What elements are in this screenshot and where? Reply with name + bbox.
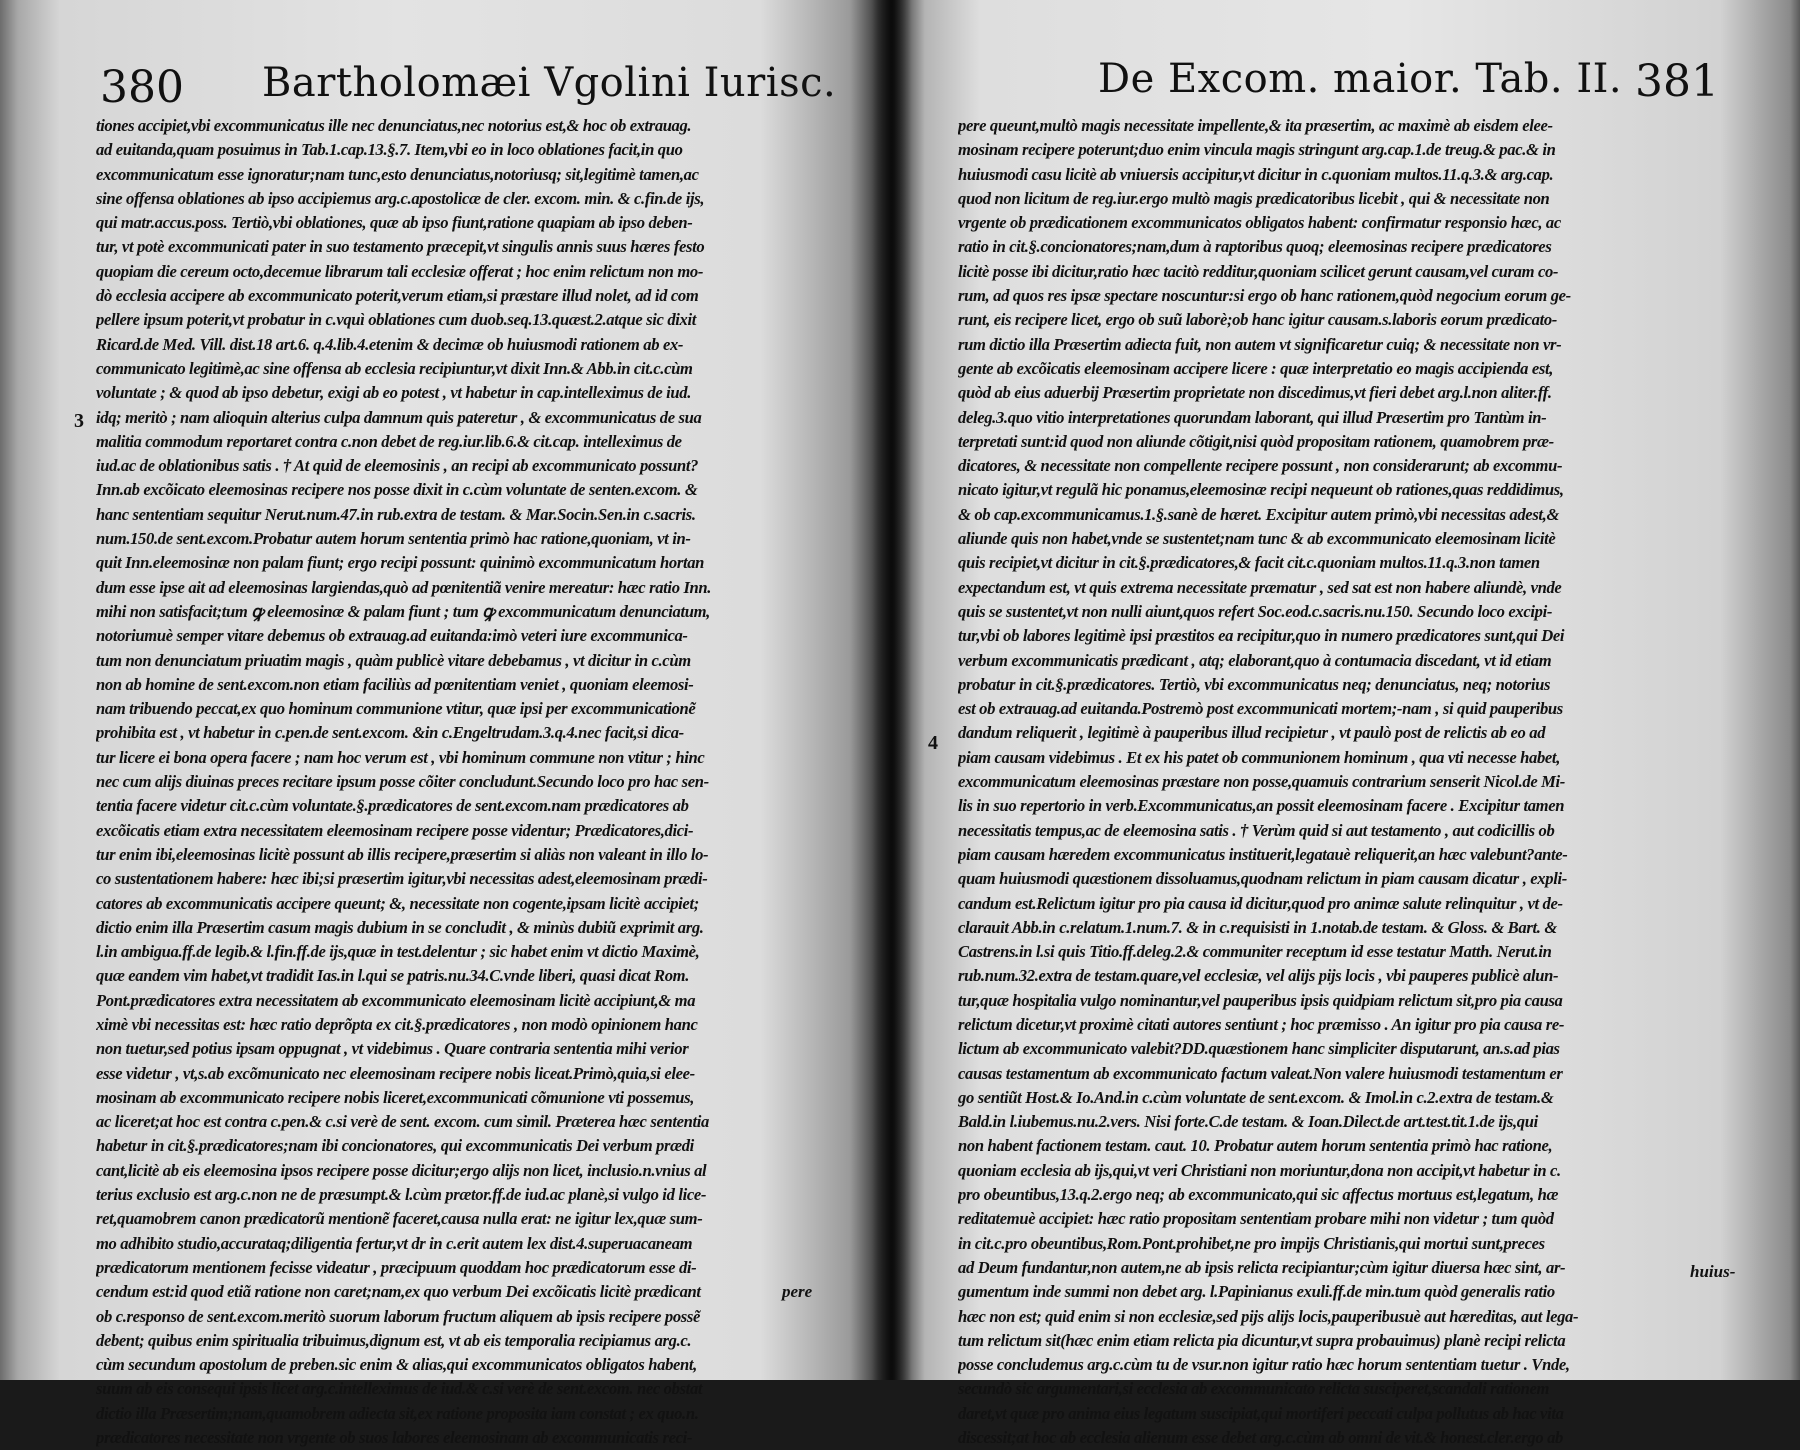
running-head: De Excom. maior. Tab. II. (1098, 56, 1623, 102)
text-line: excommunicatum eleemosinas præstare non posse,quamuis contrarium senserit Nicol.de Mi- (958, 772, 1565, 792)
text-line: terius exclusio est arg.c.non ne de præsumpt.& l.cùm prætor.ff.de iud.ac planè,si vulgo id lice- (96, 1185, 707, 1205)
text-line: communicato legitimè,ac sine offensa ab ecclesia recipiuntur,vt dixit Inn.& Abb.in cit.c.cùm (96, 358, 693, 378)
text-line: pere queunt,multò magis necessitate impellente,& ita præsertim, ac maximè ab eisdem elee- (958, 116, 1553, 135)
text-line: habetur in cit.§.prædicatores;nam ibi concionatores, qui excommunicatis Dei verbum prædi (96, 1136, 694, 1156)
text-line: quopiam die cereum octo,decemue librarum tali ecclesiæ offerat ; hoc enim relictum non mo- (96, 261, 703, 281)
text-line: ac liceret;at hoc est contra c.pen.& c.si verè de sent. excom. cum simil. Præterea hæc sententia (96, 1112, 709, 1132)
right-page (900, 0, 1800, 1448)
text-line: hanc sententiam sequitur Nerut.num.47.in rub.extra de testam. & Mar.Socin.Sen.in c.sacris. (96, 504, 696, 524)
text-line: excõicatis etiam extra necessitatem eleemosinam recipere posse videntur; Prædicatores,dici- (96, 820, 694, 840)
text-line: reditatemuè accipiet: hæc ratio propositam sententiam probare mihi non videtur ; tum quòd (958, 1209, 1554, 1229)
text-line: pellere ipsum poterit,vt probatur in c.vquì oblationes cum duob.seq.13.quæst.2.atque sic dixit (96, 310, 696, 330)
catchword: pere (782, 1282, 813, 1301)
text-line: quòd ab eius aduerbij Præsertim proprietate non discedimus,vt fieri debet arg.l.non aliter.ff. (958, 383, 1552, 403)
text-line: terpretati sunt:id quod non aliunde cõtigit,nisi quòd propositam rationem, quamobrem præ- (958, 431, 1554, 451)
text-line: ximè vbi necessitas est: hæc ratio deprõpta ex cit.§.prædicatores , non modò opinionem hanc (96, 1014, 698, 1034)
text-line: daret,vt quæ pro anima eius legatum suscipiat,qui mortiferi peccati culpa pollutus ab hac vita (958, 1403, 1564, 1423)
text-line: nicato igitur,vt regulã hic ponamus,eleemosinæ recipi nequeunt ob rationes,quas reddidimus, (958, 480, 1564, 500)
text-line: tum relictum sit(hæc enim etiam relicta pia dicuntur,vt supra probauimus) planè recipi relicta (958, 1330, 1566, 1350)
text-line: discessit;at hoc ab ecclesia alienum esse debet arg.c.cùm ab omni de vit.& honest.cler.ergo ab (958, 1428, 1563, 1448)
text-line: quæ eandem vim habet,vt tradidit Ias.in l.qui se patris.nu.34.C.vnde liberi, quasi dicat Rom. (96, 966, 689, 986)
text-line: dicatores, & necessitate non compellente recipere possunt , non considerarunt; ab excommu- (958, 456, 1563, 476)
text-line: catores ab excommunicatis accipere queunt; &, necessitate non cogente,ipsam licitè accipiet; (96, 893, 699, 913)
text-line: non habent factionem testam. caut. 10. Probatur autem horum sententia primò hac ratione, (958, 1136, 1553, 1156)
text-line: prohibita est , vt habetur in c.pen.de sent.excom. &in c.Engeltrudam.3.q.4.nec facit,si dica- (96, 723, 684, 743)
text-line: notoriumuè semper vitare debemus ob extrauag.ad euitanda:imò veteri iure excommunica- (96, 626, 688, 646)
text-line: pro obeuntibus,13.q.2.ergo neq; ab excommunicato,qui sic affectus mortuus est,legatum, hæ (958, 1185, 1559, 1205)
text-line: est ob extrauag.ad euitanda.Postremò post excommunicati mortem;-nam , si quid pauperibus (958, 699, 1563, 719)
text-line: piam causam videbimus . Et ex his patet ob communionem hominum , qua vti necesse habet, (958, 747, 1560, 767)
text-line: l.in ambigua.ff.de legib.& l.fin.ff.de ijs,quæ in test.delentur ; sic habet enim vt dictio Maximè, (96, 942, 700, 962)
text-line: & ob cap.excommunicamus.1.§.sanè de hæret. Excipitur autem primò,vbi necessitas adest,& (958, 504, 1560, 524)
text-line: tur,quæ hospitalia vulgo nominantur,vel pauperibus ipsis quidpiam relictum sit,pro pia causa (958, 990, 1563, 1010)
running-head: Bartholomæi Vgolini Iurisc. (262, 60, 837, 106)
text-line: deleg.3.quo vitio interpretationes quorundam laborant, qui illud Præsertim pro Tantùm in- (958, 407, 1547, 427)
text-line: dandum reliquerit , legitimè à pauperibus illud recipietur , vt paulò post de relictis ab eo ad (958, 723, 1546, 743)
text-line: verbum excommunicatis prædicant , atq; elaborant,quo à contumacia discedant, vt id etiam (958, 650, 1552, 670)
text-line: suum ab eis consequi ipsis licet arg.c.intelleximus de iud.& c.si verè de sent.excom. nec obstat (96, 1379, 703, 1399)
text-line: quoniam ecclesia ab ijs,qui,vt veri Christiani non moriuntur,dona non accipit,vt habetur in c. (958, 1160, 1561, 1180)
text-line: mosinam ab excommunicato recipere nobis liceret,excommunicati cõmunione vti possemus, (96, 1087, 695, 1107)
text-line: cendum est:id quod etiã ratione non caret;nam,ex quo verbum Dei excõicatis licitè prædicant (96, 1282, 701, 1302)
text-line: Inn.ab excõicato eleemosinas recipere nos posse dixit in c.cùm voluntate de senten.excom. & (96, 480, 698, 500)
text-line: candum est.Relictum igitur pro pia causa id dicitur,quod pro animæ salute relinquitur , vt de- (958, 893, 1563, 913)
text-line: debent; quibus enim spiritualia tribuimus,dignum est, vt ab eis temporalia recipiamus arg.c. (96, 1330, 692, 1350)
text-line: tur,vbi ob labores legitimè ipsi præstitos ea recipitur,quo in numero prædicatores sunt,qui Dei (958, 626, 1565, 646)
text-line: tiones accipiet,vbi excommunicatus ille nec denunciatus,nec notorius est,& hoc ob extrauag. (96, 116, 692, 135)
text-line: prædicatores necessitate non vrgente ob suos labores eleemosinam ab excommunicatis reci- (96, 1428, 693, 1448)
text-line: nam tribuendo peccat,ex quo hominum communione vtitur, quæ ipsi per excommunicationẽ (96, 699, 696, 719)
margin-note: 3 (74, 410, 84, 432)
text-line: excommunicatum esse ignoratur;nam tunc,esto denunciatus,notoriusq; sit,legitimè tamen,ac (96, 164, 699, 184)
text-line: tur licere ei bona opera facere ; nam hoc verum est , vbi hominum commune non vtitur ; hinc (96, 747, 705, 767)
text-line: Bald.in l.iubemus.nu.2.vers. Nisi forte.C.de testam. & Ioan.Dilect.de art.test.tit.1.de ijs,qui (958, 1112, 1538, 1132)
text-line: ob c.responso de sent.excom.meritò suorum laborum fructum aliquem ab ipsis recipere possẽ (96, 1306, 701, 1326)
text-line: posse concludemus arg.c.cùm tu de vsur.non igitur ratio hæc horum sententiam tuetur . Vnde, (958, 1355, 1570, 1375)
text-line: prædicatorum mentionem fecisse videatur , præcipuum quoddam hoc prædicatorum esse di- (96, 1257, 697, 1277)
text-line: cant,licitè ab eis eleemosina ipsos recipere posse dicitur;ergo alijs non licet, inclusio.n.vnius al (96, 1160, 707, 1180)
text-line: mihi non satisfacit;tum ꝙ eleemosinæ & palam fiunt ; tum ꝙ excommunicatum denunciatum, (96, 601, 710, 621)
text-line: gumentum inde summi non debet arg. l.Papinianus exuli.ff.de min.tum quòd generalis ratio (958, 1282, 1555, 1302)
text-line: Pont.prædicatores extra necessitatem ab excommunicato eleemosinam licitè accipiunt,& ma (96, 990, 696, 1010)
text-line: lis in suo repertorio in verb.Excommunicatus,an possit eleemosinam facere . Excipitur tamen (958, 796, 1565, 816)
text-line: necessitatis tempus,ac de eleemosina satis . † Verùm quid si aut testamento , aut codicillis ob (958, 820, 1555, 840)
text-line: rub.num.32.extra de testam.quare,vel ecclesiæ, vel alijs pijs locis , vbi pauperes publicè alun- (958, 966, 1559, 986)
text-line: esse videtur , vt,s.ab excõmunicato nec eleemosinam recipere nobis liceat.Primò,quia,si elee- (96, 1063, 695, 1083)
text-line: dum esse ipse ait ad eleemosinas largiendas,quò ad pœnitentiã venire mereatur: hæc ratio Inn. (96, 577, 712, 597)
text-line: ad Deum fundantur,non autem,ne ab ipsis relicta recipiantur;cùm igitur diuersa hæc sint, ar- (958, 1257, 1566, 1277)
text-line: lictum ab excommunicato valebit?DD.quæstionem hanc simpliciter disputarunt, an.s.ad pias (958, 1039, 1560, 1059)
text-line: rum, ad quos res ipsæ spectare noscuntur:si ergo ob hanc rationem,quòd negocium eorum ge- (958, 286, 1571, 306)
left-page (0, 0, 880, 1448)
text-line: quis se sustentet,vt non nulli aiunt,quos refert Soc.eod.c.sacris.nu.150. Secundo loco excipi- (958, 601, 1553, 621)
text-line: probatur in cit.§.prædicatores. Tertiò, vbi excommunicatus neq; denunciatus, neq; notorius (958, 674, 1551, 694)
text-line: voluntate ; & quod ab ipso debetur, exigi ab eo potest , vt habetur in cap.intelleximus de iud. (96, 383, 692, 403)
text-line: expectandum est, vt quis extrema necessitate præmatur , sed sat est non habere aliundè, vnde (958, 577, 1562, 597)
text-line: non ab homine de sent.excom.non etiam faciliùs ad pœnitentiam veniet , quoniam eleemosi- (96, 674, 694, 694)
page-number: 381 (1635, 56, 1719, 107)
text-line: nec cum alijs diuinas preces recitare ipsum posse cõiter concludunt.Secundo loco pro hac sen- (96, 772, 709, 792)
text-line: licitè posse ibi dicitur,ratio hæc tacitò redditur,quoniam scilicet gerunt causam,vel curam co- (958, 261, 1559, 281)
text-line: qui matr.accus.poss. Tertiò,vbi oblationes, quæ ab ipso fiunt,ratione quapiam ab ipso deben- (96, 213, 693, 233)
text-line: tur enim ibi,eleemosinas licitè possunt ab illis recipere,præsertim si aliàs non valeant in illo lo- (96, 844, 709, 864)
text-line: tum non denunciatum priuatim magis , quàm publicè vitare debebamus , vt dicitur in c.cùm (96, 650, 691, 670)
text-line: gente ab excõicatis eleemosinam accipere licere : quæ interpretatio eo magis accipienda est, (958, 358, 1554, 378)
book-gutter (872, 0, 912, 1380)
text-line: idq; meritò ; nam alioquin alterius culpa damnum quis pateretur , & excommunicatus de sua (96, 407, 702, 427)
left-page-text (96, 114, 831, 1450)
text-line: sine offensa oblationes ab ipso accipiemus arg.c.apostolicæ de cler. excom. min. & c.fin.de ijs, (96, 188, 705, 208)
text-line: co sustentationem habere: hæc ibi;si præsertim igitur,vbi necessitas adest,eleemosinam prædi- (96, 869, 708, 889)
text-line: relictum dicetur,vt proximè citati autores sentiunt ; hoc præmisso . An igitur pro pia causa re- (958, 1014, 1565, 1034)
text-line: vrgente ob prædicationem excommunicatos obligatos habent: confirmatur responsio hæc, ac (958, 213, 1561, 233)
text-line: mosinam recipere poterunt;duo enim vincula magis stringunt arg.cap.1.de treug.& pac.& in (958, 140, 1556, 160)
text-line: tur, vt potè excommunicati pater in suo testamento præcepit,vt singulis annis suus hæres festo (96, 237, 705, 257)
text-line: ad euitanda,quam posuimus in Tab.1.cap.13.§.7. Item,vbi eo in loco oblationes facit,in quo (96, 140, 683, 160)
text-line: non tuetur,sed potius ipsam oppugnat , vt videbimus . Quare contraria sententia mihi verior (96, 1039, 689, 1059)
text-line: quis recipiet,vt dicitur in cit.§.prædicatores,& facit cit.c.quoniam multos.11.q.3.non tamen (958, 553, 1540, 573)
text-line: ret,quamobrem canon prædicatorũ mentionẽ faceret,causa nulla erat: ne igitur lex,quæ sum- (96, 1209, 703, 1229)
text-line: runt, eis recipere licet, ergo ob suũ laborè;ob hanc igitur causam.s.laboris eorum prædicato- (958, 310, 1557, 330)
text-line: huiusmodi casu licitè ab vniuersis accipitur,vt dicitur in c.quoniam multos.11.q.3.& arg.cap. (958, 164, 1554, 184)
text-line: causas testamentum ab excommunicato factum valeat.Non valere huiusmodi testamentum er (958, 1063, 1563, 1083)
text-line: go sentiũt Host.& Io.And.in c.cùm voluntate de sent.excom. & Imol.in c.2.extra de testam.& (958, 1087, 1554, 1107)
text-line: quit Inn.eleemosinæ non palam fiunt; ergo recipi possunt: quinimò excommunicatum hortan (96, 553, 705, 573)
text-line: num.150.de sent.excom.Probatur autem horum sententia primò hac ratione,quoniam, vt in- (96, 529, 691, 549)
text-line: piam causam hæredem excommunicatus instituerit,legatauè reliquerit,an hæc valebunt?ante- (958, 844, 1568, 864)
text-line: dictio enim illa Præsertim casum magis dubium in se concludit , & minùs dubiũ exprimit arg. (96, 917, 704, 937)
page-number: 380 (100, 62, 184, 113)
text-line: tentia facere videtur cit.c.cùm voluntate.§.prædicatores de sent.excom.nam prædicatores ab (96, 796, 689, 816)
text-line: clarauit Abb.in c.relatum.1.num.7. & in c.requisisti in 1.notab.de testam. & Gloss. & Bart. & (958, 917, 1557, 937)
text-line: secundò sic argumentari,si ecclesia ab excommunicato relicta susciperet,scandali rationem (958, 1379, 1550, 1399)
text-line: hæc non est; quid enim si non ecclesiæ,sed pijs alijs locis,pauperibusuè aut hæreditas, aut lega- (958, 1306, 1579, 1326)
text-line: dò ecclesia accipere ab excommunicato poterit,verum etiam,si præstare illud nolet, ad id com (96, 286, 699, 306)
catchword: huius- (1690, 1262, 1736, 1281)
text-line: dictio illa Præsertim;nam,quamobrem adiecta sit,ex ratione proposita iam constat ; ex quo.n. (96, 1403, 699, 1423)
margin-note: 4 (928, 732, 938, 754)
text-line: cùm secundum apostolum de preben.sic enim & alias,qui excommunicatos obligatos habent, (96, 1355, 697, 1375)
text-line: Ricard.de Med. Vill. dist.18 art.6. q.4.lib.4.etenim & decimæ ob huiusmodi rationem ab ex- (96, 334, 684, 354)
text-line: in cit.c.pro obeuntibus,Rom.Pont.prohibet,ne pro impijs Christianis,qui mortui sunt,preces (958, 1233, 1545, 1253)
text-line: rum dictio illa Præsertim adiecta fuit, non autem vt significaretur cuiq; & necessitate non vr- (958, 334, 1562, 354)
text-line: iud.ac de oblationibus satis . † At quid de eleemosinis , an recipi ab excommunicato possunt? (96, 456, 699, 476)
text-line: ratio in cit.§.concionatores;nam,dum à raptoribus quoq; eleemosinas recipere prædicatores (958, 237, 1552, 257)
text-line: quod non licitum de reg.iur.ergo multò magis prædicatoribus licebit , qui & necessitate non (958, 188, 1550, 208)
text-line: Castrens.in l.si quis Titio.ff.deleg.2.& communiter receptum id esse testatur Matth. Nerut.in (958, 942, 1552, 962)
right-page-text (958, 114, 1714, 1450)
text-line: aliunde quis non habet,vnde se sustentet;nam tunc & ab excommunicato eleemosinam licitè (958, 529, 1556, 549)
text-line: malitia commodum reportaret contra c.non debet de reg.iur.lib.6.& cit.cap. intelleximus de (96, 431, 682, 451)
text-line: mo adhibito studio,accurataq;diligentia fertur,vt dr in c.erit autem lex dist.4.superuacaneam (96, 1233, 693, 1253)
text-line: quam huiusmodi quæstionem dissoluamus,quodnam relictum in piam causam dicatur , expli- (958, 869, 1567, 889)
